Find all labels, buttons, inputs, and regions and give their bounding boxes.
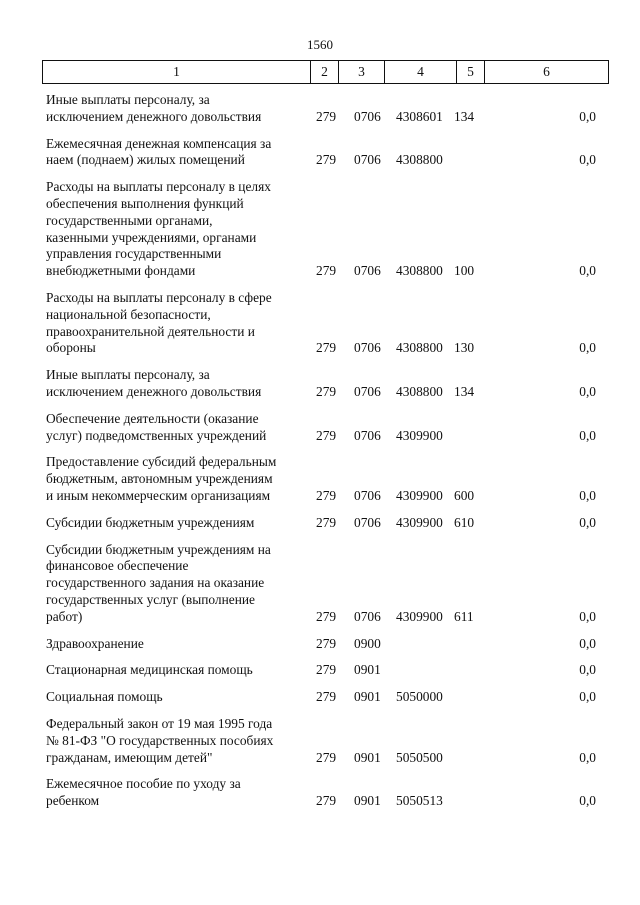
description-line: Ежемесячное пособие по уходу за — [46, 776, 241, 792]
amount: 0,0 — [579, 514, 596, 530]
column-header-row — [43, 61, 609, 84]
column-header-1: 1 — [43, 61, 311, 84]
code-section: 0706 — [354, 340, 381, 356]
description-line: казенными учреждениями, органами — [46, 229, 257, 245]
code-expense-type: 610 — [454, 514, 475, 530]
amount: 0,0 — [579, 427, 596, 443]
table-row — [46, 716, 596, 766]
amount: 0,0 — [579, 152, 596, 168]
code-ministry: 279 — [316, 608, 337, 624]
table-row — [46, 636, 596, 653]
description-line: Иные выплаты персоналу, за — [46, 367, 210, 383]
amount: 0,0 — [579, 689, 596, 705]
code-section: 0901 — [354, 689, 381, 705]
description-line: обеспечения выполнения функций — [46, 195, 244, 211]
description-line: Ежемесячная денежная компенсация за — [46, 135, 272, 151]
code-section: 0706 — [354, 514, 381, 530]
description-line: обороны — [46, 340, 96, 356]
code-expense-type: 130 — [454, 340, 475, 356]
row-description — [46, 776, 310, 810]
code-ministry: 279 — [316, 689, 337, 705]
code-section: 0706 — [354, 487, 381, 503]
code-section: 0706 — [354, 383, 381, 399]
code-expense-type: 134 — [454, 383, 475, 399]
code-ministry: 279 — [316, 793, 337, 809]
row-description — [46, 689, 310, 706]
code-target: 5050000 — [396, 689, 443, 705]
code-section: 0706 — [354, 152, 381, 168]
code-section: 0901 — [354, 749, 381, 765]
table-row — [46, 515, 596, 532]
code-target: 5050500 — [396, 749, 443, 765]
code-ministry: 279 — [316, 263, 337, 279]
description-line: бюджетным, автономным учреждениям — [46, 471, 273, 487]
code-target: 4308800 — [396, 263, 443, 279]
code-section: 0900 — [354, 635, 381, 651]
table-row — [46, 411, 596, 445]
column-header-2: 2 — [311, 61, 339, 84]
row-description — [46, 411, 310, 445]
amount: 0,0 — [579, 749, 596, 765]
table-row — [46, 454, 596, 504]
table-row — [46, 179, 596, 280]
code-ministry: 279 — [316, 340, 337, 356]
table-row — [46, 689, 596, 706]
row-description — [46, 716, 310, 766]
row-description — [46, 515, 310, 532]
description-line: исключением денежного довольствия — [46, 383, 262, 399]
row-description — [46, 662, 310, 679]
amount: 0,0 — [579, 108, 596, 124]
row-description — [46, 454, 310, 504]
table-row — [46, 542, 596, 626]
description-line: Федеральный закон от 19 мая 1995 года — [46, 715, 273, 731]
code-target: 4308800 — [396, 152, 443, 168]
code-expense-type: 100 — [454, 263, 475, 279]
code-section: 0706 — [354, 108, 381, 124]
column-header-table — [42, 60, 609, 84]
description-line: Иные выплаты персоналу, за — [46, 92, 210, 107]
row-description — [46, 542, 310, 626]
table-row — [46, 92, 596, 126]
code-ministry: 279 — [316, 427, 337, 443]
table-row — [46, 662, 596, 679]
code-ministry: 279 — [316, 152, 337, 168]
amount: 0,0 — [579, 263, 596, 279]
code-section: 0706 — [354, 608, 381, 624]
description-line: работ) — [46, 608, 83, 624]
table-row — [46, 136, 596, 170]
code-section: 0706 — [354, 427, 381, 443]
description-line: Обеспечение деятельности (оказание — [46, 410, 259, 426]
amount: 0,0 — [579, 340, 596, 356]
column-header-4: 4 — [385, 61, 457, 84]
column-header-6: 6 — [485, 61, 609, 84]
row-description — [46, 367, 310, 401]
code-expense-type: 600 — [454, 487, 475, 503]
description-line: № 81-ФЗ "О государственных пособиях — [46, 732, 274, 748]
description-line: и иным некоммерческим организациям — [46, 487, 271, 503]
column-header-5: 5 — [457, 61, 485, 84]
code-section: 0901 — [354, 793, 381, 809]
code-target: 4309900 — [396, 427, 443, 443]
amount: 0,0 — [579, 608, 596, 624]
amount: 0,0 — [579, 662, 596, 678]
description-line: Расходы на выплаты персоналу в сфере — [46, 289, 272, 305]
code-target: 5050513 — [396, 793, 443, 809]
amount: 0,0 — [579, 635, 596, 651]
description-line: Предоставление субсидий федеральным — [46, 454, 277, 470]
description-line: гражданам, имеющим детей" — [46, 749, 213, 765]
description-line: государственных услуг (выполнение — [46, 591, 255, 607]
description-line: Субсидии бюджетным учреждениям — [46, 514, 255, 530]
description-line: государственными органами, — [46, 212, 213, 228]
code-ministry: 279 — [316, 514, 337, 530]
row-description — [46, 179, 310, 280]
code-ministry: 279 — [316, 108, 337, 124]
amount: 0,0 — [579, 487, 596, 503]
description-line: правоохранительной деятельности и — [46, 323, 255, 339]
description-line: Здравоохранение — [46, 635, 144, 651]
amount: 0,0 — [579, 793, 596, 809]
code-ministry: 279 — [316, 749, 337, 765]
code-target: 4309900 — [396, 608, 443, 624]
code-target: 4308800 — [396, 383, 443, 399]
description-line: Расходы на выплаты персоналу в целях — [46, 179, 271, 195]
row-description — [46, 290, 310, 357]
code-target: 4309900 — [396, 487, 443, 503]
description-line: государственного задания на оказание — [46, 575, 265, 591]
description-line: национальной безопасности, — [46, 306, 211, 322]
description-line: услуг) подведомственных учреждений — [46, 427, 267, 443]
code-target: 4308800 — [396, 340, 443, 356]
page-number: 1560 — [307, 37, 333, 52]
description-line: исключением денежного довольствия — [46, 108, 262, 124]
description-line: Стационарная медицинская помощь — [46, 662, 253, 678]
row-description — [46, 636, 310, 653]
budget-rows — [46, 92, 596, 810]
code-ministry: 279 — [316, 662, 337, 678]
table-row — [46, 290, 596, 357]
code-ministry: 279 — [316, 487, 337, 503]
table-row — [46, 367, 596, 401]
row-description — [46, 92, 310, 126]
description-line: Социальная помощь — [46, 689, 163, 705]
code-target: 4309900 — [396, 514, 443, 530]
description-line: ребенком — [46, 793, 100, 809]
description-line: финансовое обеспечение — [46, 558, 189, 574]
code-ministry: 279 — [316, 635, 337, 651]
code-expense-type: 134 — [454, 108, 475, 124]
code-expense-type: 611 — [454, 608, 474, 624]
table-row — [46, 776, 596, 810]
amount: 0,0 — [579, 383, 596, 399]
column-header-3: 3 — [339, 61, 385, 84]
code-section: 0901 — [354, 662, 381, 678]
row-description — [46, 136, 310, 170]
code-ministry: 279 — [316, 383, 337, 399]
description-line: управления государственными — [46, 246, 222, 262]
description-line: наем (поднаем) жилых помещений — [46, 152, 245, 168]
description-line: Субсидии бюджетным учреждениям на — [46, 541, 271, 557]
code-section: 0706 — [354, 263, 381, 279]
description-line: внебюджетными фондами — [46, 263, 196, 279]
code-target: 4308601 — [396, 108, 443, 124]
